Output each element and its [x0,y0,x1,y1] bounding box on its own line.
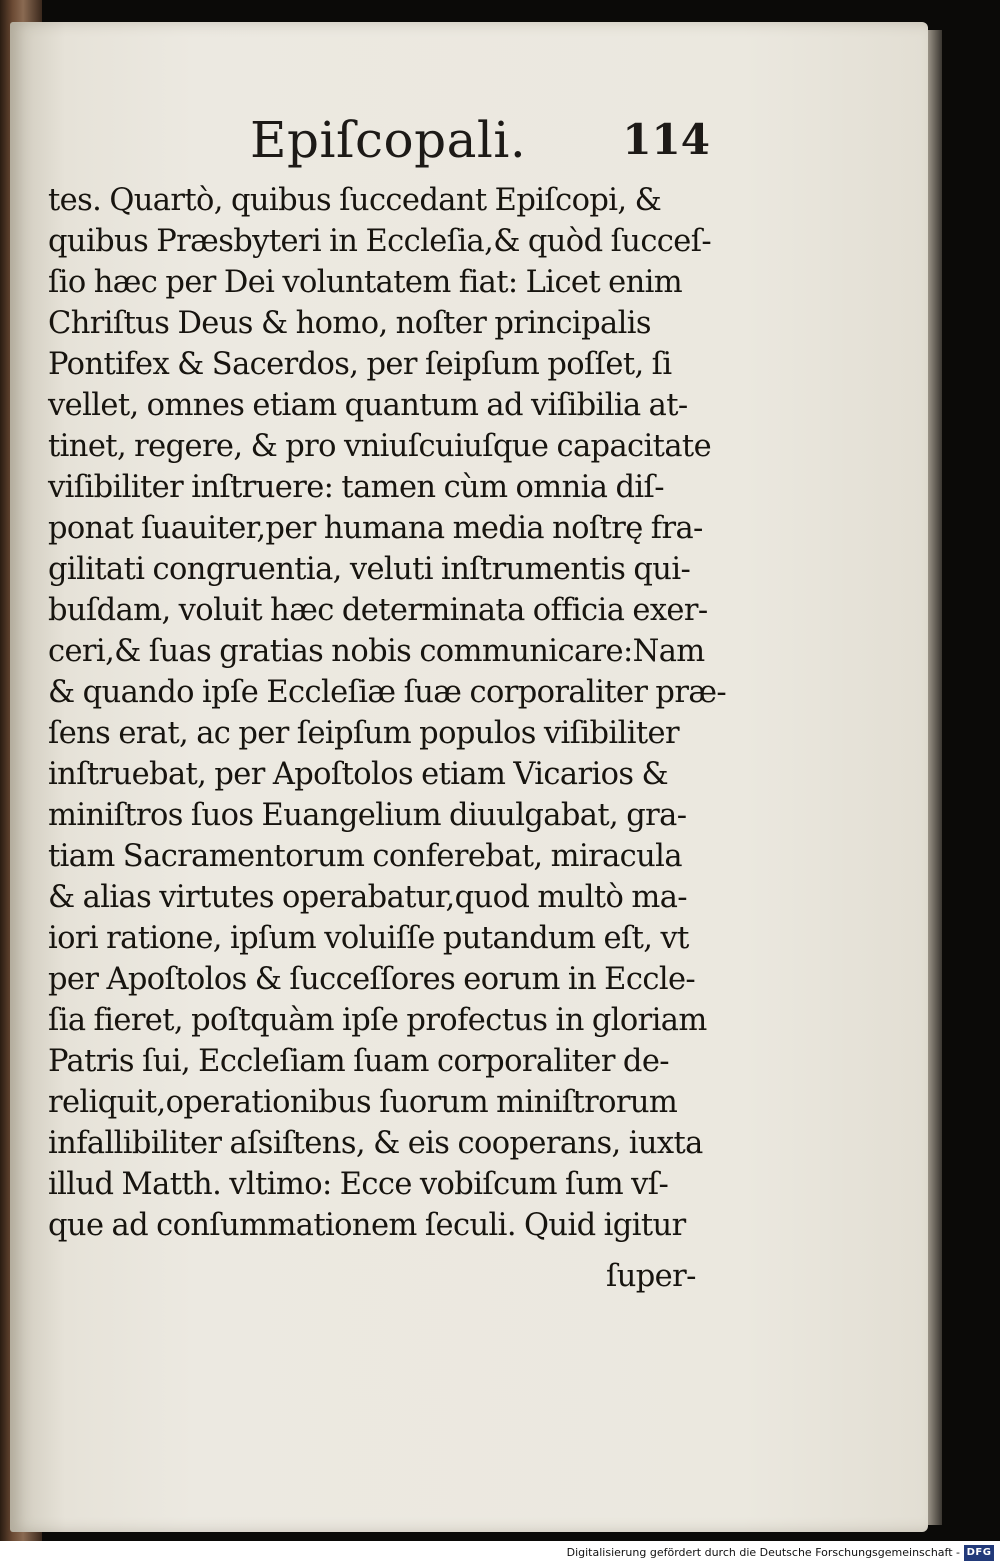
page-number: 114 [622,115,710,164]
text-line: quibus Præsbyteri in Eccleſia,& quòd ſucceſ- [48,224,712,259]
digitization-footer [0,1541,1000,1565]
catchword: ſuper- [606,1259,696,1294]
text-line: Patris ſui, Eccleſiam ſuam corporaliter de- [48,1044,670,1079]
text-line: tinet, regere, & pro vniuſcuiuſque capacitate [48,429,712,464]
body-text [48,180,727,1246]
text-line: Pontifex & Sacerdos, per ſeipſum poſſet, ſi [48,347,672,382]
dfg-logo: DFG [964,1545,994,1561]
text-line: ceri,& ſuas gratias nobis communicare:Nam [48,634,705,669]
text-line: viſibiliter inſtruere: tamen cùm omnia diſ- [48,470,664,505]
text-line: ſia fieret, poſtquàm ipſe profectus in gloriam [48,1003,707,1038]
page-edge-shadow [928,30,942,1525]
text-line: inſtruebat, per Apoſtolos etiam Vicarios & [48,757,669,792]
text-line: tes. Quartò, quibus ſuccedant Epiſcopi, & [48,183,662,218]
running-head: Epiſcopali. [250,111,527,169]
text-line: ſio hæc per Dei voluntatem fiat: Licet enim [48,265,683,300]
text-line: ſens erat, ac per ſeipſum populos viſibiliter [48,716,679,751]
text-line: & alias virtutes operabatur,quod multò ma- [48,880,688,915]
text-line: ponat ſuauiter,per humana media noſtrę fra- [48,511,703,546]
text-line: per Apoſtolos & ſucceſſores eorum in Eccle- [48,962,696,997]
funding-credit: Digitalisierung gefördert durch die Deutsche Forschungsgemeinschaft - [566,1546,960,1559]
text-line: tiam Sacramentorum conferebat, miracula [48,839,682,874]
text-line: iori ratione, ipſum voluiſſe putandum eſt, vt [48,921,689,956]
text-line: reliquit,operationibus ſuorum miniſtrorum [48,1085,678,1120]
text-line: buſdam, voluit hæc determinata officia exer- [48,593,708,628]
page-header [250,104,710,176]
text-line: infallibiliter aſsiſtens, & eis cooperans, iuxta [48,1126,703,1161]
text-line: que ad conſummationem ſeculi. Quid igitur [48,1208,686,1243]
text-line: miniſtros ſuos Euangelium diuulgabat, gra- [48,798,687,833]
text-line: & quando ipſe Eccleſiæ ſuæ corporaliter præ- [48,675,727,710]
text-line: gilitati congruentia, veluti inſtrumentis qui- [48,552,691,587]
text-line: vellet, omnes etiam quantum ad viſibilia at- [48,388,688,423]
text-line: illud Matth. vltimo: Ecce vobiſcum ſum vſ- [48,1167,669,1202]
text-line: Chriſtus Deus & homo, noſter principalis [48,306,651,341]
